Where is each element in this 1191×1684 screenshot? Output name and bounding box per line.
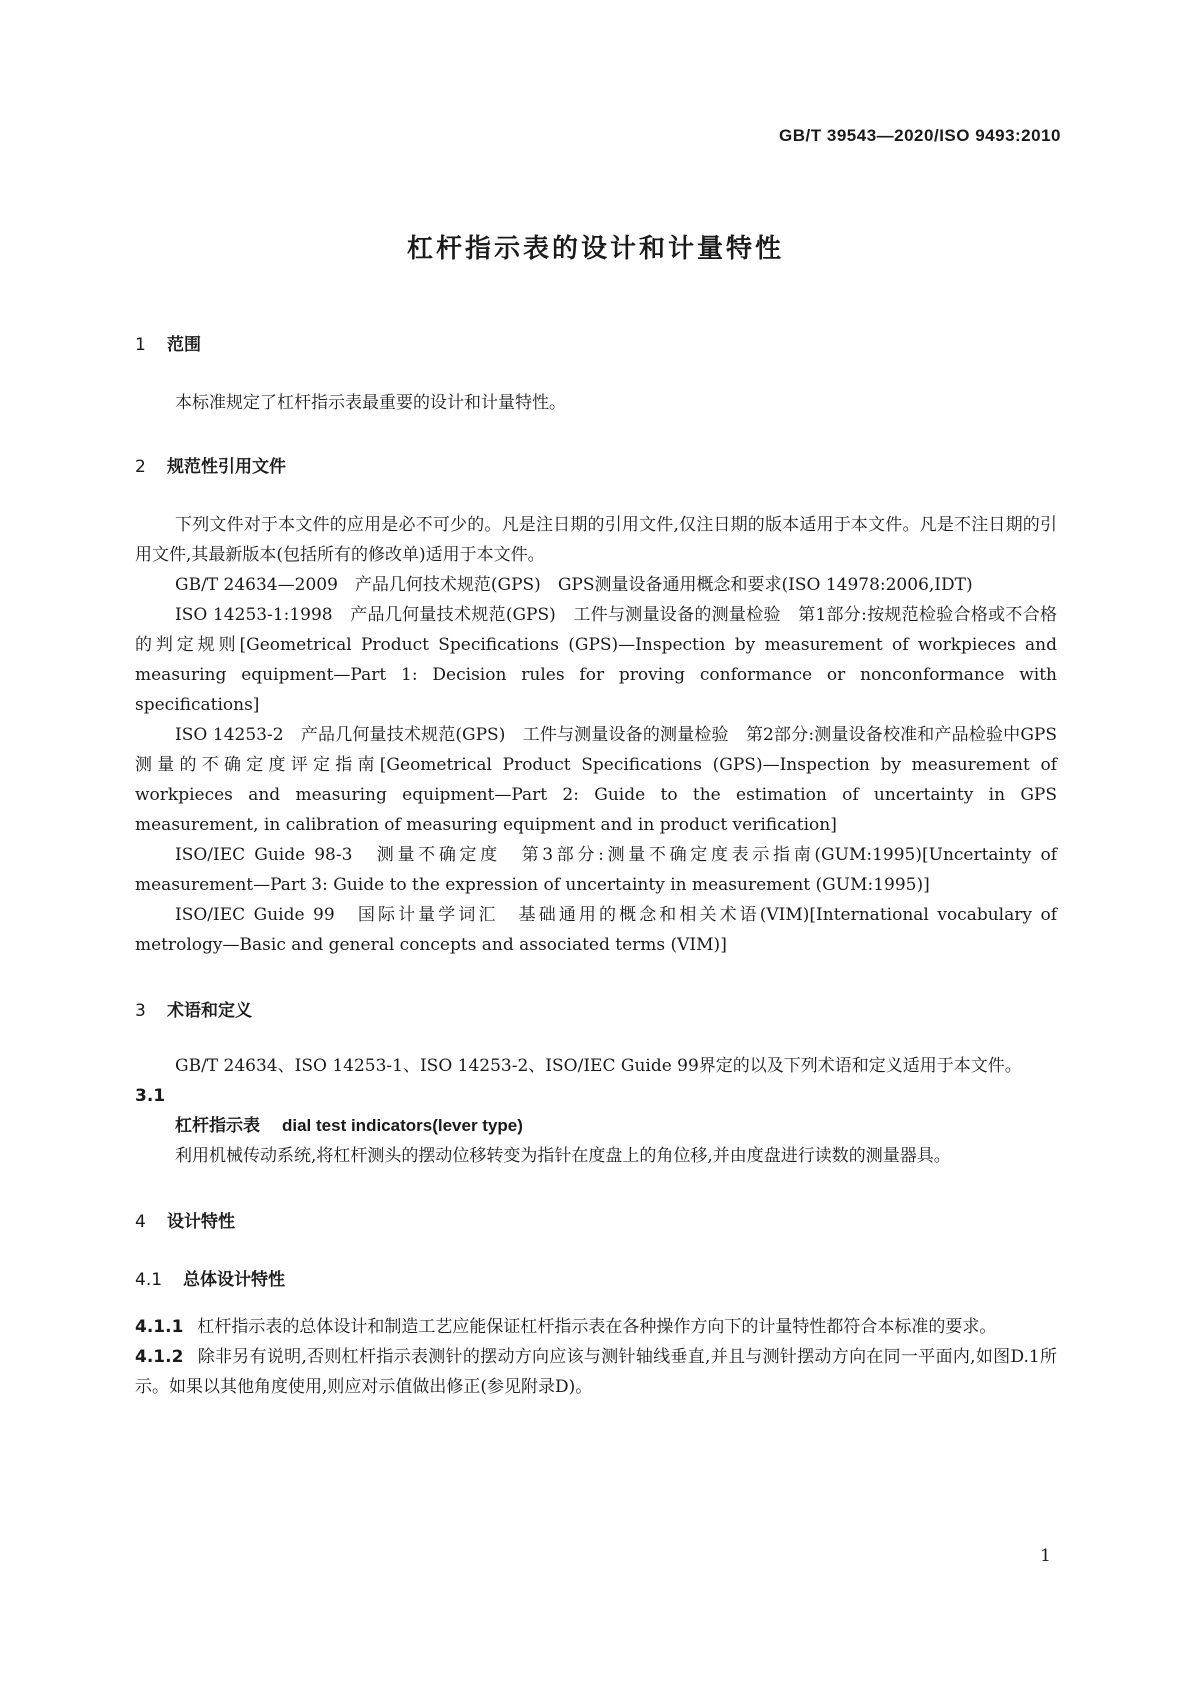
normative-intro-paragraph: 下列文件对于本文件的应用是必不可少的。凡是注日期的引用文件,仅注日期的版本适用于本文件。凡是不注日期的引用文件,其最新版本(包括所有的修改单)适用于本文件。	[135, 515, 1057, 565]
term-name	[135, 1111, 1057, 1141]
terms-intro-paragraph: GB/T 24634、ISO 14253-1、ISO 14253-2、ISO/IEC Guide 99界定的以及下列术语和定义适用于本文件。	[175, 1056, 1022, 1076]
section-4-heading	[135, 1207, 1057, 1232]
reference-item: ISO 14253-1:1998 产品几何量技术规范(GPS) 工件与测量设备的测量检验 第1部分:按规范检验合格或不合格的判定规则[Geometrical Product Specifications (GPS)—Inspection by measurement of workpieces and measuring equipment—Part 1: Decision rules for proving conformance or nonconformance with specifications]	[135, 605, 1057, 715]
clause-4-1-1	[135, 1312, 1057, 1342]
term-definition: 利用机械传动系统,将杠杆测头的摆动位移转变为指针在度盘上的角位移,并由度盘进行读数的测量器具。	[175, 1146, 951, 1166]
term-name-cn: 杠杆指示表	[175, 1116, 260, 1136]
reference-item: ISO/IEC Guide 99 国际计量学词汇 基础通用的概念和相关术语(VIM)[International vocabulary of metrology—Basic and general concepts and associated terms (VIM)]	[135, 905, 1057, 955]
document-body	[135, 330, 1057, 1402]
section-number: 1	[135, 335, 146, 355]
section-number: 4	[135, 1212, 146, 1232]
clause-text: 杠杆指示表的总体设计和制造工艺应能保证杠杆指示表在各种操作方向下的计量特性都符合本标准的要求。	[197, 1317, 997, 1337]
section-title: 术语和定义	[167, 1001, 252, 1021]
section-number: 2	[135, 457, 146, 477]
section-title: 设计特性	[167, 1212, 235, 1232]
clause-number: 4.1.2	[135, 1347, 184, 1367]
subsection-4-1-heading	[135, 1265, 1057, 1290]
clause-text: 除非另有说明,否则杠杆指示表测针的摆动方向应该与测针轴线垂直,并且与测针摆动方向在同一平面内,如图D.1所示。如果以其他角度使用,则应对示值做出修正(参见附录D)。	[135, 1347, 1057, 1397]
section-3-heading	[135, 996, 1057, 1021]
term-name-en: dial test indicators(lever type)	[282, 1116, 523, 1135]
section-title: 规范性引用文件	[167, 457, 286, 477]
subsection-title: 总体设计特性	[183, 1270, 285, 1290]
section-number: 3	[135, 1001, 146, 1021]
reference-item: ISO/IEC Guide 98-3 测量不确定度 第3部分:测量不确定度表示指南(GUM:1995)[Uncertainty of measurement—Part 3: Guide to the expression of uncertainty in measurement (GUM:1995)]	[135, 845, 1057, 895]
document-title: 杠杆指示表的设计和计量特性	[406, 234, 784, 264]
subsection-number: 4.1	[135, 1270, 163, 1290]
page-number: 1	[1040, 1546, 1051, 1566]
term-number: 3.1	[135, 1086, 166, 1106]
reference-item: ISO 14253-2 产品几何量技术规范(GPS) 工件与测量设备的测量检验 第2部分:测量设备校准和产品检验中GPS测量的不确定度评定指南[Geometrical Product Specifications (GPS)—Inspection by measurement of workpieces and measuring equipment—Part 2: Guide to the estimation of uncertainty in GPS measurement, in calibration of measuring equipment and in product verification]	[135, 725, 1057, 835]
section-2-heading	[135, 452, 1057, 477]
scope-paragraph: 本标准规定了杠杆指示表最重要的设计和计量特性。	[175, 393, 566, 413]
section-1-heading	[135, 330, 1057, 355]
section-title: 范围	[167, 335, 201, 355]
reference-item: GB/T 24634—2009 产品几何技术规范(GPS) GPS测量设备通用概念和要求(ISO 14978:2006,IDT)	[175, 575, 973, 595]
clause-4-1-2	[135, 1342, 1057, 1402]
clause-number: 4.1.1	[135, 1317, 184, 1337]
standard-code: GB/T 39543—2020/ISO 9493:2010	[779, 126, 1061, 145]
